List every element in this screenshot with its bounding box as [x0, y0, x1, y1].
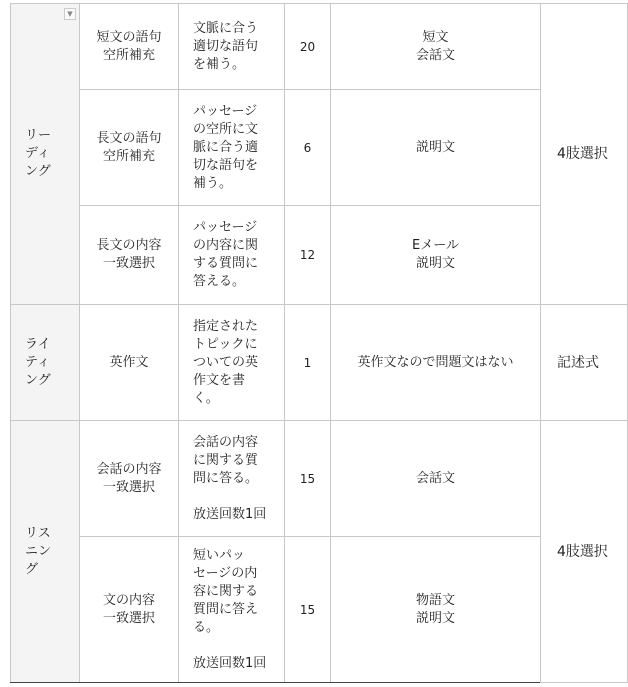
- section-reading: リー ディ ング: [11, 4, 80, 305]
- count-cell: 20: [285, 4, 331, 90]
- section-listening: リス ニン グ: [11, 421, 80, 683]
- task-cell: 文の内容 一致選択: [80, 537, 179, 683]
- task-cell: 長文の語句 空所補充: [80, 90, 179, 206]
- table-row: [11, 4, 628, 90]
- table-row: [11, 305, 628, 421]
- dropdown-arrow-icon[interactable]: ▼: [64, 8, 76, 20]
- description-cell: パッセージ の内容に関 する質問に 答える。: [179, 206, 285, 305]
- description-cell: 文脈に合う 適切な語句 を補う。: [179, 4, 285, 90]
- section-writing: ライ ティ ング: [11, 305, 80, 421]
- description-cell: 短いパッ セージの内 容に関する 質問に答え る。 放送回数1回: [179, 537, 285, 683]
- task-cell: 英作文: [80, 305, 179, 421]
- count-cell: 1: [285, 305, 331, 421]
- count-cell: 15: [285, 421, 331, 537]
- table-row: [11, 206, 628, 305]
- text-type-cell: 短文 会話文: [331, 4, 541, 90]
- exam-format-table: [10, 3, 628, 683]
- task-cell: 短文の語句 空所補充: [80, 4, 179, 90]
- table-bottom-border: [10, 682, 540, 683]
- format-reading: 4肢選択: [541, 4, 628, 305]
- text-type-cell: Eメール 説明文: [331, 206, 541, 305]
- text-type-cell: 物語文 説明文: [331, 537, 541, 683]
- format-listening: 4肢選択: [541, 421, 628, 683]
- task-cell: 会話の内容 一致選択: [80, 421, 179, 537]
- text-type-cell: 英作文なので問題文はない: [331, 305, 541, 421]
- text-type-cell: 説明文: [331, 90, 541, 206]
- description-cell: 指定された トピックに ついての英 作文を書 く。: [179, 305, 285, 421]
- count-cell: 15: [285, 537, 331, 683]
- format-writing: 記述式: [541, 305, 628, 421]
- task-cell: 長文の内容 一致選択: [80, 206, 179, 305]
- count-cell: 12: [285, 206, 331, 305]
- description-cell: パッセージ の空所に文 脈に合う適 切な語句を 補う。: [179, 90, 285, 206]
- text-type-cell: 会話文: [331, 421, 541, 537]
- table-row: [11, 537, 628, 683]
- description-cell: 会話の内容 に関する質 問に答る。 放送回数1回: [179, 421, 285, 537]
- count-cell: 6: [285, 90, 331, 206]
- table-row: [11, 421, 628, 537]
- table-row: [11, 90, 628, 206]
